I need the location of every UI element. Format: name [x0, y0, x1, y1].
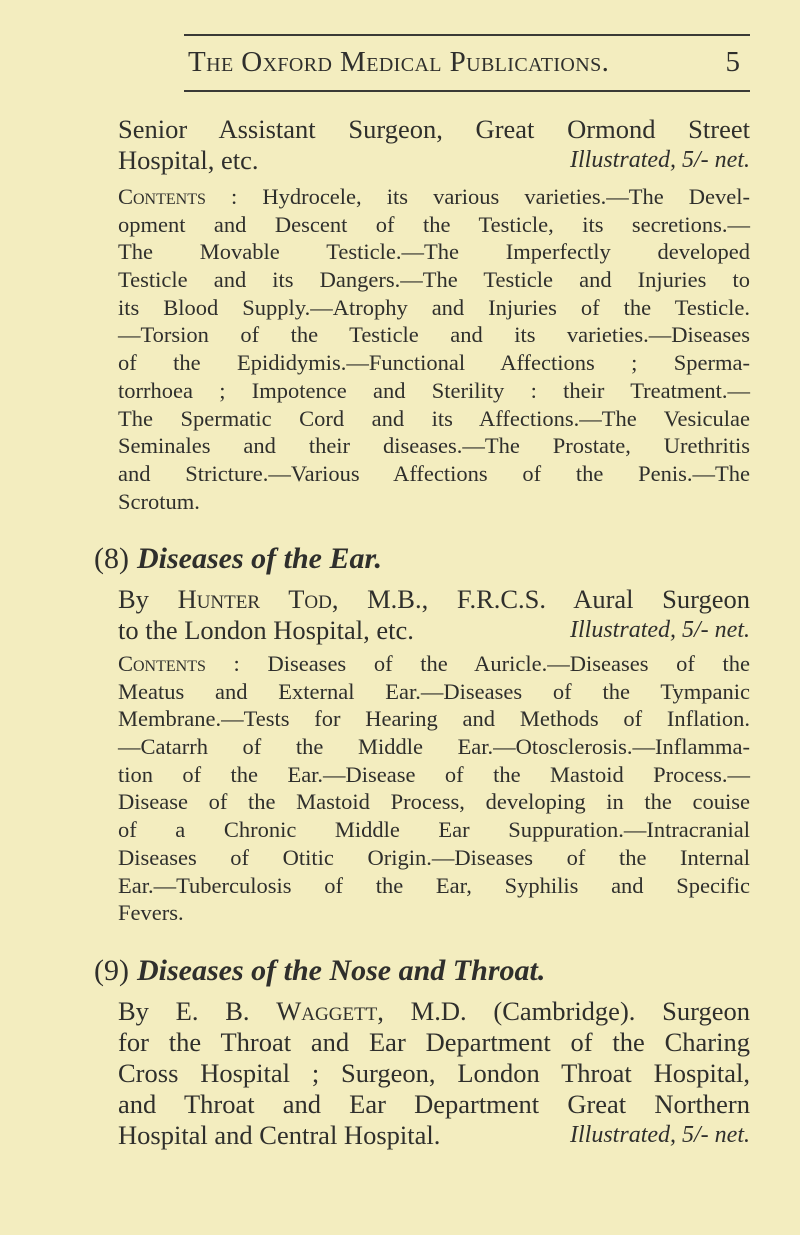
entry7-byline [118, 114, 750, 176]
entry7-contents-line: The Movable Testicle.—The Imperfectly developed [118, 239, 750, 265]
entry7-contents-line: The Spermatic Cord and its Affections.—The Vesiculae [118, 405, 750, 431]
entry9-byline-line [118, 996, 750, 1027]
entry7-contents-line: Scrotum. [118, 488, 200, 514]
entry9-byline [118, 996, 750, 1151]
entry8-number: (8) [94, 542, 129, 575]
entry7-contents-line: its Blood Supply.—Atrophy and Injuries of the Testicle. [118, 294, 750, 320]
entry8-contents-line: Membrane.—Tests for Hearing and Methods of Inflation. [118, 706, 750, 732]
entry9-byline-line: Cross Hospital ; Surgeon, London Throat Hospital, [118, 1058, 750, 1088]
entry9-author: Waggett, [276, 996, 384, 1026]
entry7-contents-text: Hydrocele, its various varieties.—The Devel- [262, 184, 751, 209]
entry8-contents-line: tion of the Ear.—Disease of the Mastoid Process.— [118, 761, 750, 787]
entry8-price-illustrated: Illustrated, [570, 617, 677, 643]
entry9-price-value: 5/- net. [682, 1122, 750, 1148]
header-rule-top [184, 34, 750, 36]
entry8-contents-line: of a Chronic Middle Ear Suppuration.—Intracranial [118, 817, 750, 843]
entry7-contents-line: Seminales and their diseases.—The Prostate, Urethritis [118, 433, 750, 459]
entry8-byline-line [118, 615, 750, 646]
entry8-contents [118, 650, 750, 927]
entry9-title: Diseases of the Nose and Throat. [136, 954, 546, 987]
entry8-price [570, 615, 750, 646]
entry9-price [570, 1120, 750, 1151]
entry8-byline-line [118, 584, 750, 615]
entry7-contents-line [118, 183, 750, 211]
entry8-contents-line: Diseases of Otitic Origin.—Diseases of the Internal [118, 844, 750, 870]
entry7-price [570, 145, 750, 176]
entry8-contents-line: —Catarrh of the Middle Ear.—Otosclerosis.—Inflamma- [118, 734, 750, 760]
entry7-byline-line [118, 145, 750, 176]
entry8-title: Diseases of the Ear. [136, 542, 382, 575]
entry9-by: By E. B. [118, 996, 250, 1026]
entry7-price-value: 5/- net. [682, 147, 750, 173]
entry7-contents-label: Contents : [118, 184, 238, 209]
entry8-heading [94, 542, 382, 576]
entry7-contents-line: torrhoea ; Impotence and Sterility : their Treatment.— [118, 377, 750, 403]
publication-title: The Oxford Medical Publications. [188, 46, 610, 78]
entry8-author: Hunter Tod, [177, 584, 339, 614]
entry8-byline-text: to the London Hospital, etc. [118, 615, 414, 645]
entry7-byline-text: Hospital, etc. [118, 145, 259, 175]
entry8-byline [118, 584, 750, 646]
entry7-contents-line: Testicle and its Dangers.—The Testicle and Injuries to [118, 267, 750, 293]
entry9-heading [94, 954, 545, 988]
entry8-contents-line: Meatus and External Ear.—Diseases of the Tympanic [118, 678, 750, 704]
entry9-price-illustrated: Illustrated, [570, 1122, 677, 1148]
entry9-byline-line [118, 1120, 750, 1151]
entry9-number: (9) [94, 954, 129, 987]
entry8-contents-text: Diseases of the Auricle.—Diseases of the [267, 651, 750, 676]
entry7-contents-line: of the Epididymis.—Functional Affections ; Sperma- [118, 350, 750, 376]
entry8-credentials: M.B., F.R.C.S. Aural Surgeon [367, 584, 751, 614]
header-rule-bottom [184, 90, 750, 92]
entry7-contents-line: opment and Descent of the Testicle, its secretions.— [118, 211, 750, 237]
entry8-contents-line: Fevers. [118, 900, 184, 926]
entry7-contents-line: and Stricture.—Various Affections of the Penis.—The [118, 460, 750, 486]
entry7-price-illustrated: Illustrated, [570, 147, 677, 173]
entry7-byline-line: Senior Assistant Surgeon, Great Ormond Street [118, 114, 750, 144]
entry9-byline-line: for the Throat and Ear Department of the Charing [118, 1027, 750, 1057]
entry8-by: By [118, 584, 149, 614]
page-number: 5 [725, 46, 740, 78]
entry9-byline-text: Hospital and Central Hospital. [118, 1120, 441, 1150]
running-head [188, 46, 744, 86]
entry8-contents-line: Ear.—Tuberculosis of the Ear, Syphilis and Specific [118, 872, 750, 898]
entry9-credentials: M.D. (Cambridge). Surgeon [410, 996, 750, 1026]
entry8-contents-line: Disease of the Mastoid Process, developing in the couise [118, 789, 750, 815]
entry8-contents-label: Contents : [118, 651, 240, 676]
entry8-price-value: 5/- net. [682, 617, 750, 643]
entry7-contents-line: —Torsion of the Testicle and its varieties.—Diseases [118, 322, 750, 348]
entry9-byline-line: and Throat and Ear Department Great Northern [118, 1089, 750, 1119]
entry8-contents-line [118, 650, 750, 678]
entry7-contents [118, 183, 750, 515]
